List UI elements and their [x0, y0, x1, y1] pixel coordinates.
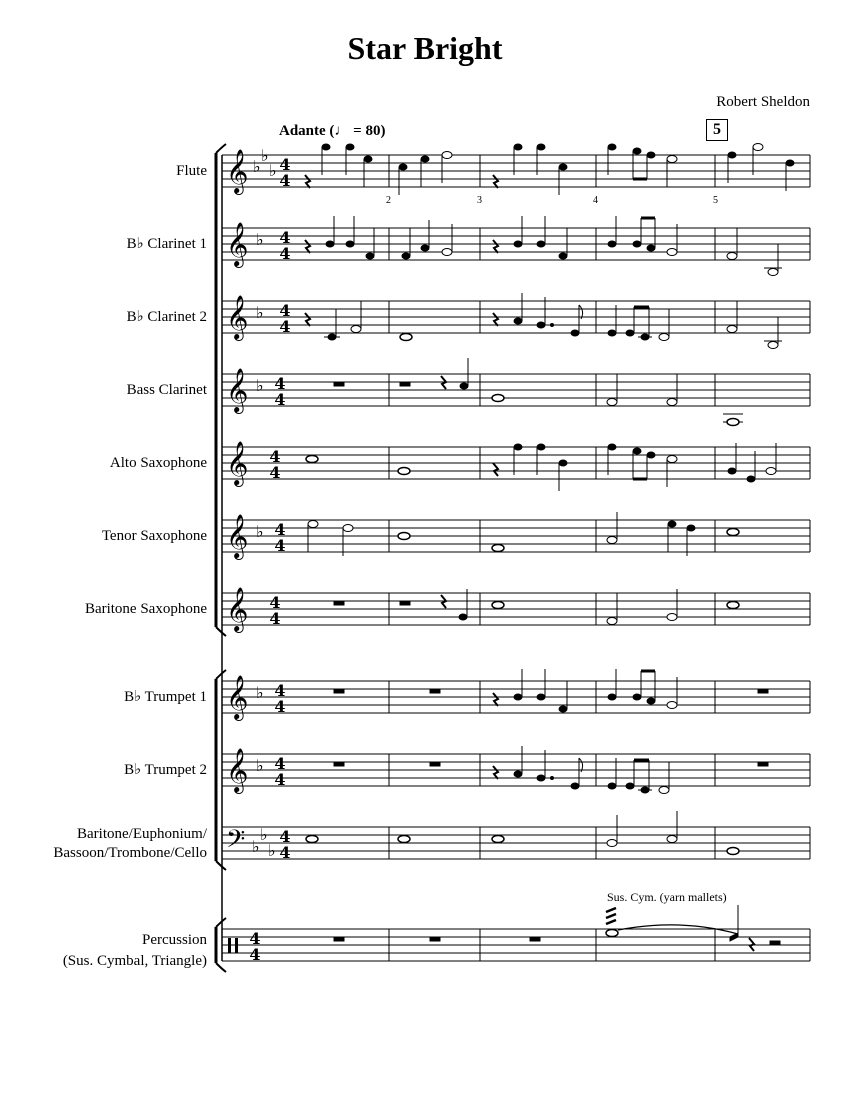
svg-text:4: 4 — [274, 520, 286, 539]
notes-bass-clarinet — [334, 358, 743, 426]
label-alto-sax: Alto Saxophone — [109, 455, 207, 471]
percussion-clef-icon — [228, 938, 231, 953]
notes-trumpet-1 — [334, 669, 768, 712]
svg-text:4: 4 — [249, 929, 261, 948]
svg-text:4: 4 — [269, 593, 281, 612]
key-signature-clarinet-2: ♭ — [256, 303, 264, 322]
svg-text:4: 4 — [269, 463, 281, 482]
svg-text:4: 4 — [274, 754, 286, 773]
composer-name: Robert Sheldon — [716, 94, 810, 110]
treble-clef-icon: 𝄞 — [226, 514, 249, 558]
staff-percussion — [222, 929, 810, 961]
svg-text:♭: ♭ — [268, 841, 276, 860]
staff-trumpet-2 — [222, 754, 810, 786]
treble-clef-icon: 𝄞 — [226, 368, 249, 412]
svg-text:4: 4 — [269, 609, 281, 628]
svg-text:4: 4 — [274, 697, 286, 716]
svg-text:4: 4 — [274, 770, 286, 789]
svg-text:4: 4 — [279, 155, 291, 174]
label-bass-clarinet: Bass Clarinet — [126, 382, 207, 398]
svg-text:4: 4 — [593, 195, 598, 206]
bass-clef-icon: 𝄢 — [226, 825, 246, 860]
svg-text:2: 2 — [386, 195, 391, 206]
svg-text:4: 4 — [279, 301, 291, 320]
label-trumpet-2: B♭ Trumpet 2 — [124, 762, 207, 778]
notes-low-brass — [306, 811, 739, 855]
svg-text:♭: ♭ — [269, 161, 277, 180]
svg-text:4: 4 — [274, 536, 286, 555]
svg-text:4: 4 — [279, 843, 291, 862]
tempo-marking: Adante (♩ = 80) — [279, 123, 386, 139]
label-tenor-sax: Tenor Saxophone — [101, 528, 207, 544]
svg-text:4: 4 — [279, 171, 291, 190]
staff-flute — [222, 155, 810, 187]
label-low-brass-line1: Baritone/Euphonium/ — [77, 826, 207, 842]
key-signature-clarinet-1: ♭ — [256, 230, 264, 249]
svg-text:4: 4 — [279, 228, 291, 247]
key-signature-flute — [253, 146, 277, 180]
key-signature-bass-clarinet: ♭ — [256, 376, 264, 395]
svg-text:♭: ♭ — [253, 157, 261, 176]
notes-clarinet-1 — [305, 216, 782, 276]
barlines — [389, 155, 810, 961]
key-signature-trumpet-2: ♭ — [256, 756, 264, 775]
treble-clef-icon: 𝄞 — [226, 675, 249, 719]
svg-text:♭: ♭ — [252, 837, 260, 856]
key-signature-tenor-sax: ♭ — [256, 522, 264, 541]
svg-text:♭: ♭ — [260, 825, 268, 844]
svg-text:4: 4 — [274, 681, 286, 700]
svg-text:4: 4 — [279, 827, 291, 846]
percussion-annotation: Sus. Cym. (yarn mallets) — [607, 890, 727, 904]
label-percussion-line1: Percussion — [142, 932, 207, 948]
treble-clef-icon: 𝄞 — [226, 149, 249, 193]
label-flute: Flute — [176, 163, 207, 179]
label-low-brass-line2: Bassoon/Trombone/Cello — [53, 845, 207, 861]
svg-text:4: 4 — [269, 447, 281, 466]
staff-baritone-sax — [222, 593, 810, 625]
svg-text:3: 3 — [477, 195, 482, 206]
label-clarinet-2: B♭ Clarinet 2 — [126, 309, 207, 325]
label-baritone-sax: Baritone Saxophone — [84, 601, 207, 617]
treble-clef-icon: 𝄞 — [226, 441, 249, 485]
svg-text:5: 5 — [713, 195, 718, 206]
label-trumpet-1: B♭ Trumpet 1 — [124, 689, 207, 705]
tremolo-icon — [606, 908, 616, 924]
notes-alto-sax — [306, 443, 776, 491]
treble-clef-icon: 𝄞 — [226, 295, 249, 339]
rehearsal-mark: 5 — [706, 119, 728, 141]
score-title: Star Bright — [347, 30, 503, 66]
notes-baritone-sax — [334, 589, 739, 625]
measure-numbers — [386, 195, 718, 206]
treble-clef-icon: 𝄞 — [226, 222, 249, 266]
svg-text:4: 4 — [249, 945, 261, 964]
key-signature-low-brass — [252, 825, 276, 860]
svg-text:4: 4 — [279, 244, 291, 263]
label-percussion-line2: (Sus. Cymbal, Triangle) — [62, 953, 207, 969]
svg-text:4: 4 — [274, 374, 286, 393]
notes-percussion — [334, 905, 780, 951]
svg-text:4: 4 — [279, 317, 291, 336]
notes-tenor-sax — [308, 512, 739, 556]
label-clarinet-1: B♭ Clarinet 1 — [126, 236, 207, 252]
treble-clef-icon: 𝄞 — [226, 748, 249, 792]
slash-notehead-icon — [730, 933, 738, 941]
key-signature-trumpet-1: ♭ — [256, 683, 264, 702]
svg-text:4: 4 — [274, 390, 286, 409]
staff-bass-clarinet — [222, 374, 810, 406]
treble-clef-icon: 𝄞 — [226, 587, 249, 631]
svg-text:♭: ♭ — [261, 146, 269, 165]
staff-clarinet-2 — [222, 301, 810, 333]
